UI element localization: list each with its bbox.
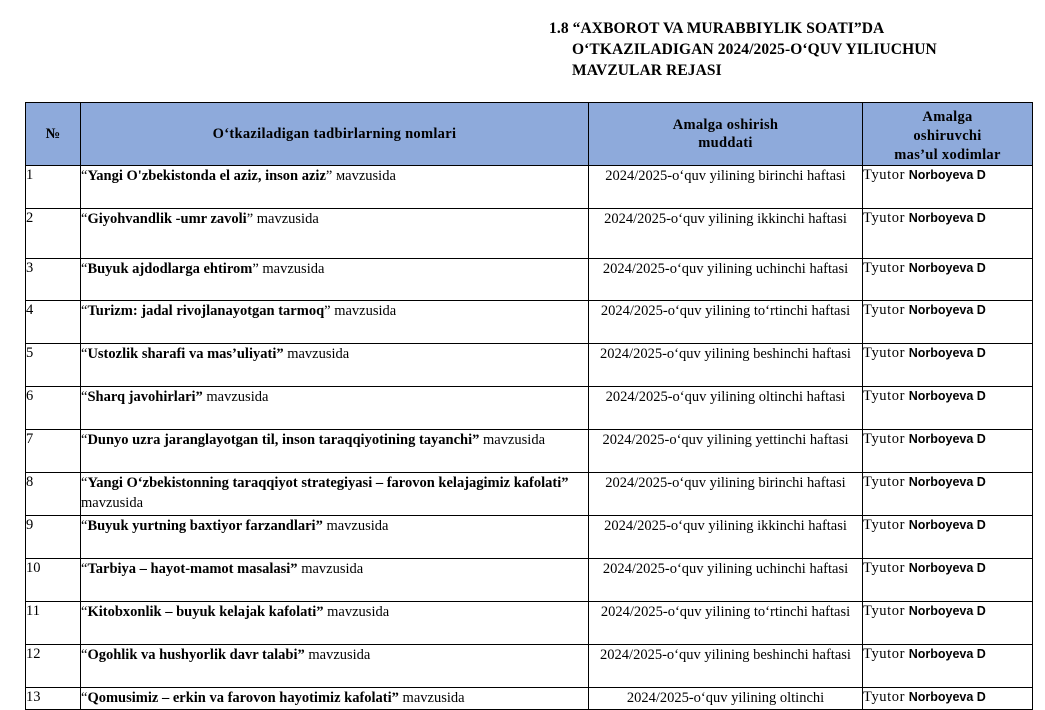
row-deadline: 2024/2025-o‘quv yilining ikkinchi haftasi bbox=[589, 209, 863, 259]
table-row bbox=[26, 602, 1033, 645]
quote-open: “ bbox=[81, 561, 88, 577]
row-number: 2 bbox=[26, 209, 81, 259]
quote-open: “ bbox=[81, 432, 88, 448]
row-deadline: 2024/2025-o‘quv yilining birinchi haftasi bbox=[589, 166, 863, 209]
quote-open: “ bbox=[81, 168, 88, 184]
row-responsible bbox=[863, 516, 1033, 559]
row-person: Norboyeva D bbox=[908, 211, 986, 225]
row-deadline: 2024/2025-o‘quv yilining oltinchi haftasi bbox=[589, 387, 863, 430]
row-deadline: 2024/2025-o‘quv yilining birinchi haftasi bbox=[589, 473, 863, 516]
row-topic: Yangi O‘zbekistonning taraqqiyot strategiyasi – farovon kelajagimiz kafolati” bbox=[87, 475, 569, 491]
title-line-2: O‘TKAZILADIGAN 2024/2025-O‘QUV YILIUCHUN bbox=[572, 41, 937, 58]
row-topic: Yangi O'zbekistonda el aziz, inson aziz bbox=[87, 168, 326, 184]
row-suffix: mavzusida bbox=[327, 604, 390, 620]
row-deadline: 2024/2025-o‘quv yilining to‘rtinchi haftasi bbox=[589, 301, 863, 344]
row-number: 5 bbox=[26, 344, 81, 387]
title-line-3: MAVZULAR REJASI bbox=[572, 62, 722, 79]
row-event-name bbox=[81, 430, 589, 473]
row-role: Tyutor bbox=[863, 474, 906, 490]
row-topic: Tarbiya – hayot-mamot masalasi” bbox=[87, 561, 298, 577]
row-number: 11 bbox=[26, 602, 81, 645]
row-role: Tyutor bbox=[863, 302, 906, 318]
table-row bbox=[26, 645, 1033, 688]
row-role: Tyutor bbox=[863, 689, 906, 705]
header-responsible-line-2: oshiruvchi bbox=[913, 128, 982, 144]
row-deadline: 2024/2025-o‘quv yilining to‘rtinchi haftasi bbox=[589, 602, 863, 645]
row-suffix: mavzusida bbox=[256, 211, 319, 227]
row-deadline: 2024/2025-o‘quv yilining uchinchi haftasi bbox=[589, 559, 863, 602]
row-person: Norboyeva D bbox=[908, 518, 986, 532]
table-row bbox=[26, 516, 1033, 559]
row-person: Norboyeva D bbox=[908, 168, 986, 182]
row-deadline: 2024/2025-o‘quv yilining ikkinchi haftasi bbox=[589, 516, 863, 559]
row-event-name bbox=[81, 387, 589, 430]
table-body bbox=[26, 166, 1033, 710]
row-responsible bbox=[863, 559, 1033, 602]
row-suffix: mavzusida bbox=[262, 261, 325, 277]
row-number: 3 bbox=[26, 259, 81, 301]
quote-open: “ bbox=[81, 346, 88, 362]
quote-open: “ bbox=[81, 690, 88, 706]
row-deadline: 2024/2025-o‘quv yilining yettinchi haftasi bbox=[589, 430, 863, 473]
row-number: 8 bbox=[26, 473, 81, 516]
row-responsible bbox=[863, 430, 1033, 473]
row-person: Norboyeva D bbox=[908, 261, 986, 275]
row-responsible bbox=[863, 688, 1033, 710]
quote-open: “ bbox=[81, 647, 88, 663]
row-topic: Ogohlik va hushyorlik davr talabi” bbox=[87, 647, 305, 663]
quote-open: “ bbox=[81, 303, 88, 319]
row-role: Tyutor bbox=[863, 345, 906, 361]
row-person: Norboyeva D bbox=[908, 389, 986, 403]
table-header-row bbox=[26, 103, 1033, 166]
row-role: Tyutor bbox=[863, 431, 906, 447]
row-topic: Qomusimiz – erkin va farovon hayotimiz kafolati” bbox=[87, 690, 399, 706]
table-row bbox=[26, 259, 1033, 301]
row-event-name bbox=[81, 688, 589, 710]
row-event-name bbox=[81, 602, 589, 645]
row-responsible bbox=[863, 473, 1033, 516]
row-number: 4 bbox=[26, 301, 81, 344]
row-event-name bbox=[81, 559, 589, 602]
header-responsible bbox=[863, 103, 1033, 166]
row-responsible bbox=[863, 344, 1033, 387]
row-responsible bbox=[863, 602, 1033, 645]
row-person: Norboyeva D bbox=[908, 690, 986, 704]
quote-open: “ bbox=[81, 261, 88, 277]
row-suffix: mavzusida bbox=[287, 346, 350, 362]
row-suffix: mavzusida bbox=[81, 495, 144, 511]
row-person: Norboyeva D bbox=[908, 346, 986, 360]
row-suffix: mavzusida bbox=[334, 303, 397, 319]
row-event-name bbox=[81, 259, 589, 301]
row-person: Norboyeva D bbox=[908, 432, 986, 446]
row-person: Norboyeva D bbox=[908, 303, 986, 317]
document-title bbox=[549, 18, 937, 81]
quote-open: “ bbox=[81, 518, 88, 534]
quote-open: “ bbox=[81, 604, 88, 620]
row-person: Norboyeva D bbox=[908, 647, 986, 661]
row-role: Tyutor bbox=[863, 646, 906, 662]
quote-open: “ bbox=[81, 389, 88, 405]
row-responsible bbox=[863, 387, 1033, 430]
row-suffix: mavzusida bbox=[326, 518, 389, 534]
row-responsible bbox=[863, 645, 1033, 688]
row-role: Tyutor bbox=[863, 260, 906, 276]
topics-plan-table bbox=[25, 102, 1033, 710]
row-deadline: 2024/2025-o‘quv yilining oltinchi bbox=[589, 688, 863, 710]
table-row bbox=[26, 209, 1033, 259]
row-topic: Buyuk yurtning baxtiyor farzandlari” bbox=[87, 518, 323, 534]
header-event-name: O‘tkaziladigan tadbirlarning nomlari bbox=[81, 103, 589, 166]
row-responsible bbox=[863, 166, 1033, 209]
quote-close: ” bbox=[246, 211, 257, 227]
row-number: 6 bbox=[26, 387, 81, 430]
header-responsible-line-1: Amalga bbox=[922, 109, 973, 125]
row-event-name bbox=[81, 209, 589, 259]
row-suffix: mavzusida bbox=[308, 647, 371, 663]
row-deadline: 2024/2025-o‘quv yilining beshinchi haftasi bbox=[589, 344, 863, 387]
row-number: 9 bbox=[26, 516, 81, 559]
row-suffix: мavzusida bbox=[335, 168, 396, 184]
header-deadline bbox=[589, 103, 863, 166]
row-topic: Sharq javohirlari” bbox=[87, 389, 203, 405]
table-row bbox=[26, 301, 1033, 344]
row-suffix: mavzusida bbox=[301, 561, 364, 577]
title-line-1: 1.8 “AXBOROT VA MURABBIYLIK SOATI”DA bbox=[549, 20, 885, 37]
quote-open: “ bbox=[81, 211, 88, 227]
row-suffix: mavzusida bbox=[483, 432, 546, 448]
row-person: Norboyeva D bbox=[908, 475, 986, 489]
row-person: Norboyeva D bbox=[908, 561, 986, 575]
quote-close: ” bbox=[325, 168, 336, 184]
row-role: Tyutor bbox=[863, 167, 906, 183]
row-person: Norboyeva D bbox=[908, 604, 986, 618]
quote-close: ” bbox=[324, 303, 335, 319]
row-topic: Dunyo uzra jaranglayotgan til, inson taraqqiyotining tayanchi” bbox=[87, 432, 480, 448]
row-event-name bbox=[81, 473, 589, 516]
table-row bbox=[26, 430, 1033, 473]
table-row bbox=[26, 166, 1033, 209]
row-number: 10 bbox=[26, 559, 81, 602]
row-responsible bbox=[863, 209, 1033, 259]
row-deadline: 2024/2025-o‘quv yilining beshinchi haftasi bbox=[589, 645, 863, 688]
header-deadline-line-2: muddati bbox=[698, 135, 753, 151]
row-role: Tyutor bbox=[863, 560, 906, 576]
row-deadline: 2024/2025-o‘quv yilining uchinchi haftasi bbox=[589, 259, 863, 301]
row-topic: Ustozlik sharafi va mas’uliyati” bbox=[87, 346, 284, 362]
row-role: Tyutor bbox=[863, 517, 906, 533]
table-row bbox=[26, 688, 1033, 710]
row-topic: Turizm: jadal rivojlanayotgan tarmoq bbox=[87, 303, 325, 319]
header-number: № bbox=[26, 103, 81, 166]
header-responsible-line-3: mas’ul xodimlar bbox=[894, 147, 1001, 163]
row-role: Tyutor bbox=[863, 388, 906, 404]
row-topic: Kitobxonlik – buyuk kelajak kafolati” bbox=[87, 604, 324, 620]
row-number: 1 bbox=[26, 166, 81, 209]
row-role: Tyutor bbox=[863, 210, 906, 226]
row-number: 7 bbox=[26, 430, 81, 473]
row-event-name bbox=[81, 645, 589, 688]
row-event-name bbox=[81, 301, 589, 344]
row-role: Tyutor bbox=[863, 603, 906, 619]
quote-open: “ bbox=[81, 475, 88, 491]
table-row bbox=[26, 344, 1033, 387]
row-event-name bbox=[81, 344, 589, 387]
row-number: 12 bbox=[26, 645, 81, 688]
row-responsible bbox=[863, 259, 1033, 301]
table-row bbox=[26, 559, 1033, 602]
row-suffix: mavzusida bbox=[402, 690, 465, 706]
row-topic: Giyohvandlik -umr zavoli bbox=[87, 211, 247, 227]
row-event-name bbox=[81, 166, 589, 209]
row-event-name bbox=[81, 516, 589, 559]
row-suffix: mavzusida bbox=[206, 389, 269, 405]
row-topic: Buyuk ajdodlarga ehtirom bbox=[87, 261, 253, 277]
row-number: 13 bbox=[26, 688, 81, 710]
quote-close: ” bbox=[252, 261, 263, 277]
row-responsible bbox=[863, 301, 1033, 344]
header-deadline-line-1: Amalga oshirish bbox=[672, 117, 779, 133]
table-row bbox=[26, 387, 1033, 430]
table-row bbox=[26, 473, 1033, 516]
